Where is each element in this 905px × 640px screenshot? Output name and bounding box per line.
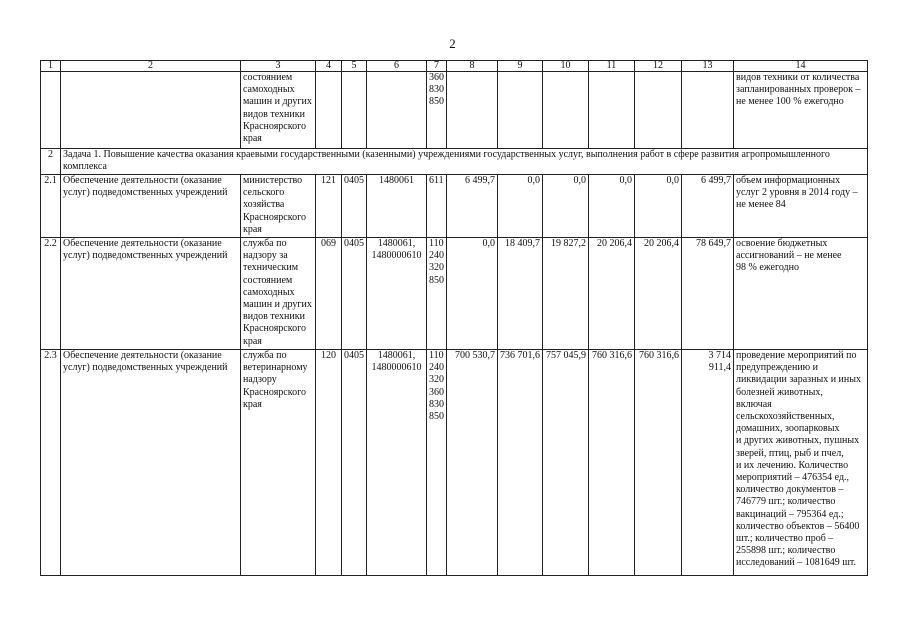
- row-total: 78 649,7: [682, 238, 734, 350]
- row-grbs: [316, 72, 342, 149]
- row-grbs: 121: [316, 175, 342, 238]
- row-executor: служба по надзору за техническим состоянием самоходных машин и других видов техники Красноярского края: [241, 238, 316, 350]
- row-csr: 1480061: [367, 175, 427, 238]
- row-2016: 0,0: [543, 175, 589, 238]
- row-csr: 1480061, 1480000610: [367, 238, 427, 350]
- row-executor: служба по ветеринарному надзору Красноярского края: [241, 350, 316, 576]
- row-2016: [543, 72, 589, 149]
- table-row: [41, 72, 868, 149]
- header-cell: 14: [734, 61, 868, 72]
- row-executor: состоянием самоходных машин и других видов техники Красноярского края: [241, 72, 316, 149]
- table-row: [41, 175, 868, 238]
- row-2018: [635, 72, 682, 149]
- row-2018: 20 206,4: [635, 238, 682, 350]
- row-2017: 20 206,4: [589, 238, 635, 350]
- table-row: [41, 350, 868, 576]
- row-rzpr: 0405: [342, 238, 367, 350]
- header-cell: 13: [682, 61, 734, 72]
- page-number: 2: [449, 36, 456, 51]
- header-cell: 2: [61, 61, 241, 72]
- header-cell: 12: [635, 61, 682, 72]
- row-2018: 0,0: [635, 175, 682, 238]
- header-cell: 9: [498, 61, 543, 72]
- header-row: [41, 61, 868, 72]
- row-number: 2.3: [41, 350, 61, 576]
- row-name: Обеспечение деятельности (оказание услуг) подведомственных учреждений: [61, 175, 241, 238]
- row-vr: 360 830 850: [427, 72, 447, 149]
- task-row: [41, 149, 868, 175]
- row-total: 6 499,7: [682, 175, 734, 238]
- row-2018: 760 316,6: [635, 350, 682, 576]
- row-csr: [367, 72, 427, 149]
- row-result: освоение бюджетных ассигнований – не менее 98 % ежегодно: [734, 238, 868, 350]
- row-rzpr: 0405: [342, 350, 367, 576]
- row-2017: [589, 72, 635, 149]
- header-cell: 8: [447, 61, 498, 72]
- header-cell: 6: [367, 61, 427, 72]
- row-executor: министерство сельского хозяйства Красноярского края: [241, 175, 316, 238]
- row-2014: 6 499,7: [447, 175, 498, 238]
- row-2015: 736 701,6: [498, 350, 543, 576]
- table-row: [41, 238, 868, 350]
- row-2015: 18 409,7: [498, 238, 543, 350]
- row-2017: 0,0: [589, 175, 635, 238]
- row-number: [41, 72, 61, 149]
- row-number: 2.1: [41, 175, 61, 238]
- row-number: 2.2: [41, 238, 61, 350]
- task-number: 2: [41, 149, 61, 175]
- header-cell: 11: [589, 61, 635, 72]
- task-text: Задача 1. Повышение качества оказания краевыми государственными (казенными) учреждениями государственных услуг, выполнения работ в сфере развития агропромышленного комплекса: [61, 149, 868, 175]
- row-vr: 611: [427, 175, 447, 238]
- header-cell: 4: [316, 61, 342, 72]
- row-grbs: 069: [316, 238, 342, 350]
- row-result: проведение мероприятий по предупреждению и ликвидации заразных и иных болезней животных, включая сельскохозяйственных, домашних, зоопарковых и других животных, пушных зверей, птиц, рыб и пчел, и их лечению. Количество мероприятий – 476354 ед., количество документов – 746779 шт.; количество вакцинаций – 795364 ед.; количество объектов – 56400 шт.; количество проб – 255898 шт.; количество исследований – 1081649 шт.: [734, 350, 868, 576]
- row-total: [682, 72, 734, 149]
- row-result: объем информационных услуг 2 уровня в 2014 году – не менее 84: [734, 175, 868, 238]
- row-2014: 700 530,7: [447, 350, 498, 576]
- header-cell: 3: [241, 61, 316, 72]
- header-cell: 1: [41, 61, 61, 72]
- row-vr: 110 240 320 360 830 850: [427, 350, 447, 576]
- row-2014: [447, 72, 498, 149]
- row-name: Обеспечение деятельности (оказание услуг) подведомственных учреждений: [61, 350, 241, 576]
- row-total: 3 714 911,4: [682, 350, 734, 576]
- program-table: [40, 60, 868, 576]
- row-2015: 0,0: [498, 175, 543, 238]
- row-rzpr: [342, 72, 367, 149]
- row-rzpr: 0405: [342, 175, 367, 238]
- row-2017: 760 316,6: [589, 350, 635, 576]
- row-vr: 110 240 320 850: [427, 238, 447, 350]
- row-csr: 1480061, 1480000610: [367, 350, 427, 576]
- row-result: видов техники от количества запланированных проверок – не менее 100 % ежегодно: [734, 72, 868, 149]
- row-name: [61, 72, 241, 149]
- row-2014: 0,0: [447, 238, 498, 350]
- row-name: Обеспечение деятельности (оказание услуг) подведомственных учреждений: [61, 238, 241, 350]
- header-cell: 7: [427, 61, 447, 72]
- row-2016: 757 045,9: [543, 350, 589, 576]
- header-cell: 5: [342, 61, 367, 72]
- row-grbs: 120: [316, 350, 342, 576]
- row-2015: [498, 72, 543, 149]
- header-cell: 10: [543, 61, 589, 72]
- row-2016: 19 827,2: [543, 238, 589, 350]
